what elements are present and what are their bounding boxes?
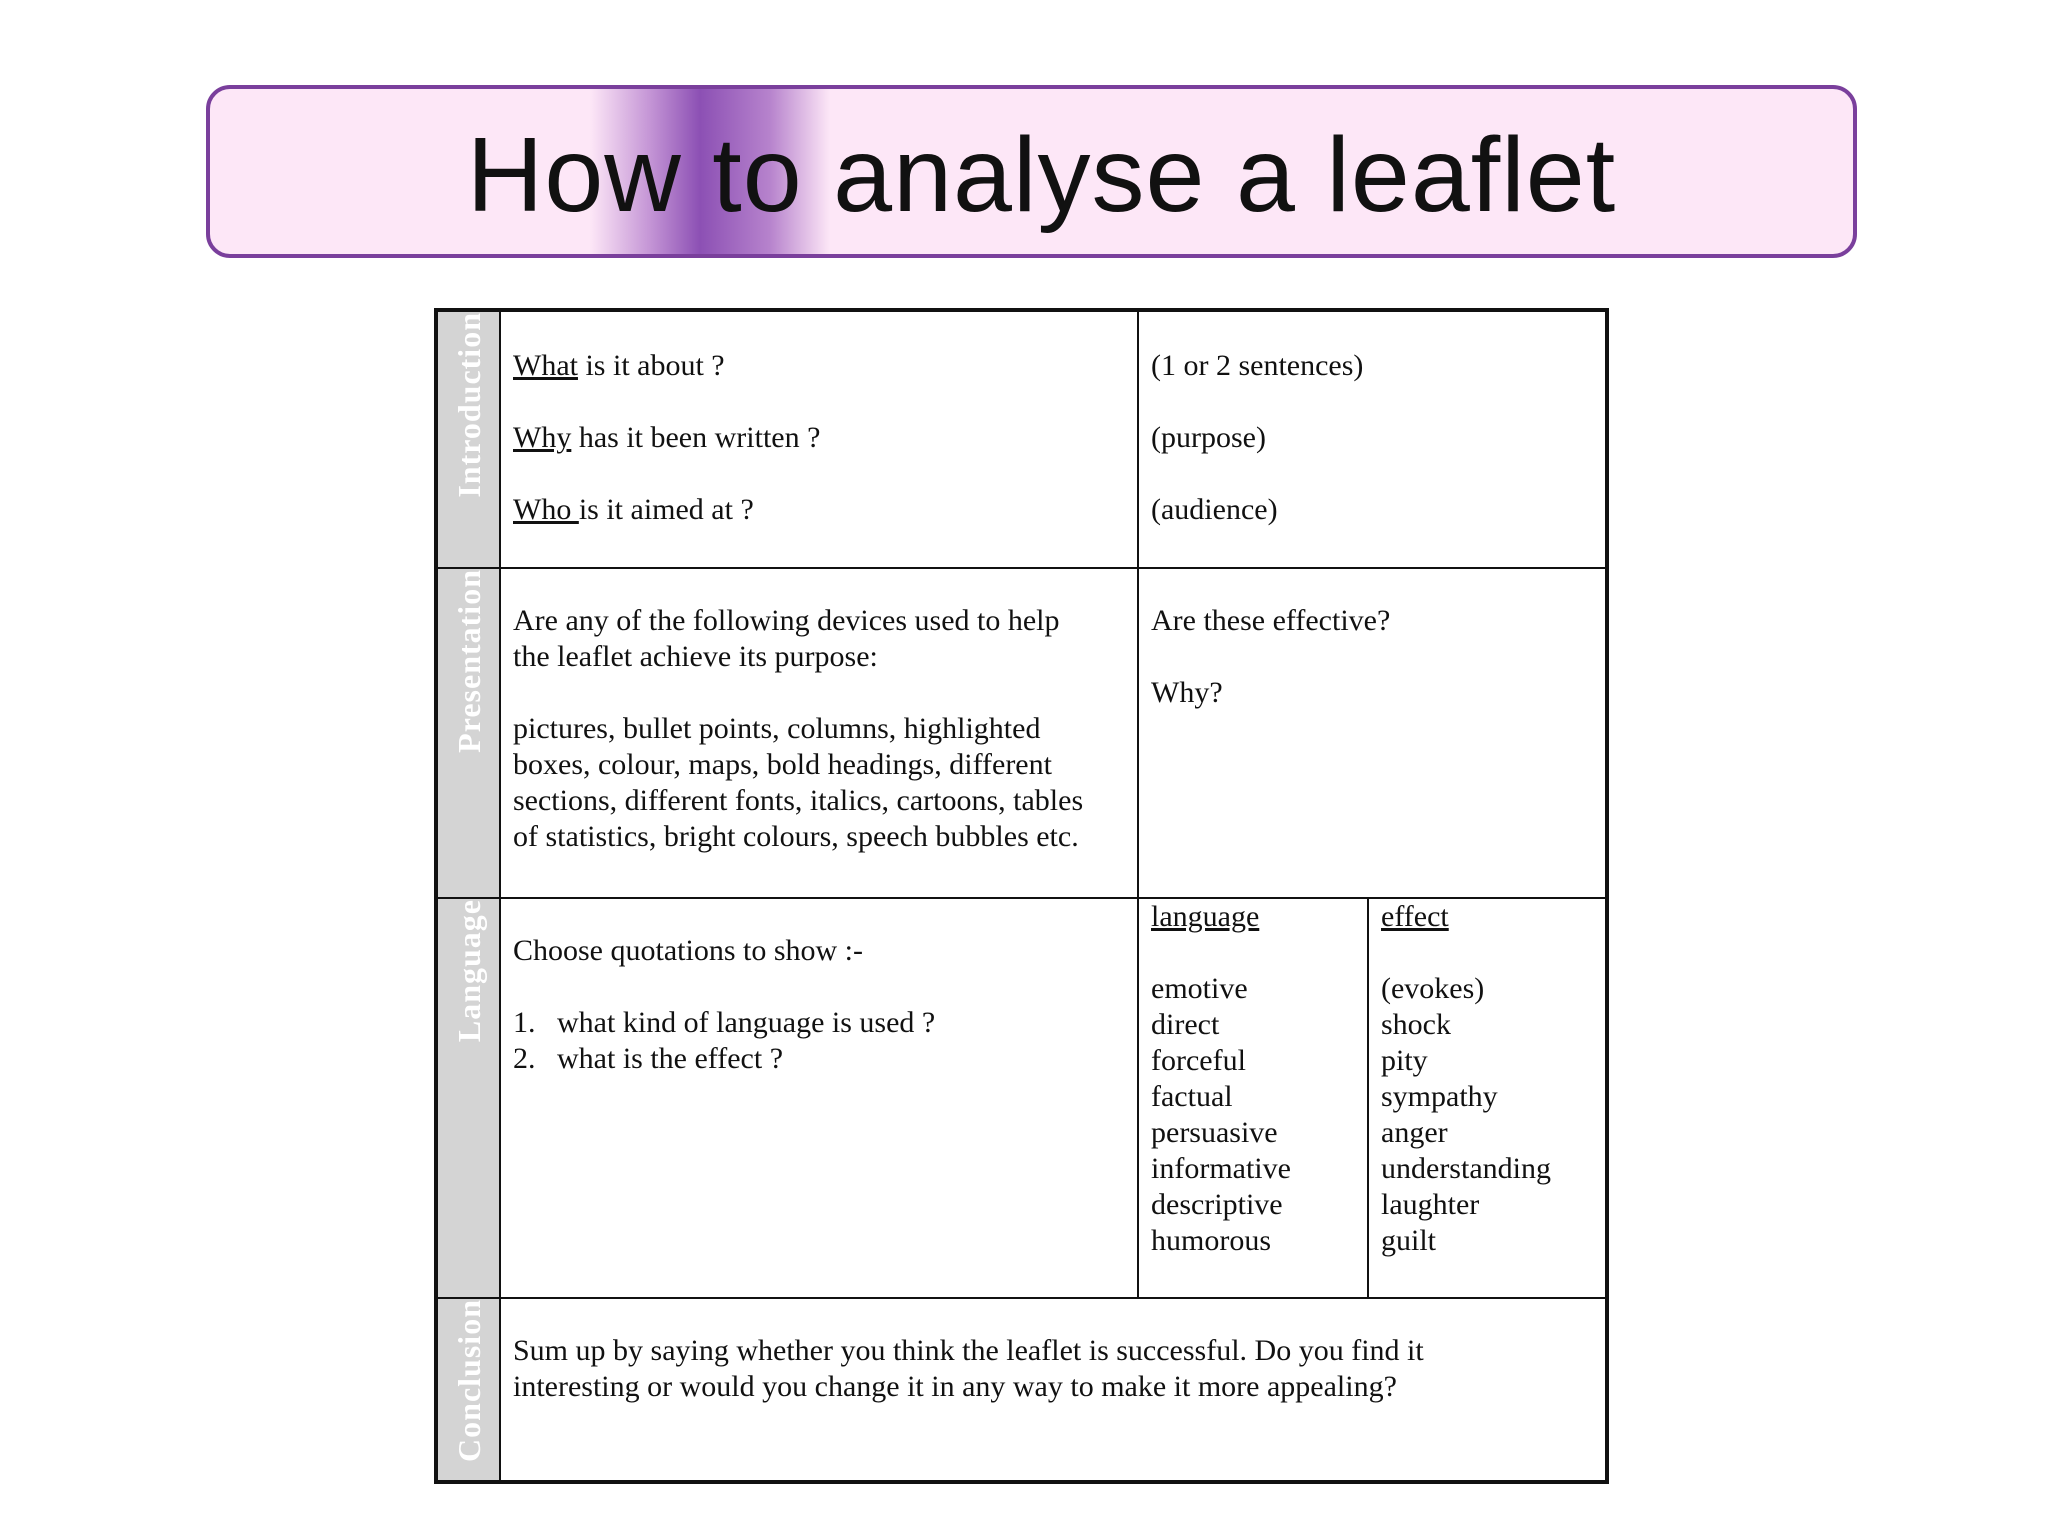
effective-question: Are these effective?	[1151, 604, 1391, 637]
presentation-side-cell	[436, 568, 500, 898]
why-question: Why?	[1151, 676, 1223, 709]
page-title: How to analyse a leaflet	[466, 115, 1617, 234]
presentation-label: Presentation	[450, 569, 487, 753]
question-why: Why has it been written ?	[513, 421, 821, 454]
list-item: persuasive	[1151, 1116, 1278, 1149]
answer-purpose: (purpose)	[1151, 421, 1266, 454]
question-who: Who is it aimed at ?	[513, 493, 754, 526]
list-item: sympathy	[1381, 1080, 1498, 1113]
list-item: emotive	[1151, 972, 1248, 1005]
list-item: pity	[1381, 1044, 1428, 1077]
list-item: humorous	[1151, 1224, 1271, 1257]
language-label: Language	[450, 899, 487, 1043]
conclusion-label: Conclusion	[450, 1299, 487, 1462]
question-what: What is it about ?	[513, 349, 725, 382]
introduction-side-cell	[436, 310, 500, 568]
language-column-header: language	[1151, 900, 1260, 933]
list-item: (evokes)	[1381, 972, 1485, 1005]
introduction-row	[436, 310, 1607, 568]
presentation-response-cell	[1138, 568, 1607, 898]
answer-sentences: (1 or 2 sentences)	[1151, 349, 1364, 382]
quotations-intro: Choose quotations to show :-	[513, 934, 863, 967]
list-item: shock	[1381, 1008, 1451, 1041]
language-types-cell	[1138, 898, 1368, 1298]
conclusion-row	[436, 1298, 1607, 1482]
conclusion-side-cell	[436, 1298, 500, 1482]
introduction-answers-cell	[1138, 310, 1607, 568]
list-item: forceful	[1151, 1044, 1246, 1077]
list-item: guilt	[1381, 1224, 1437, 1257]
list-item: factual	[1151, 1080, 1233, 1113]
presentation-devices-cell: Are any of the following devices used to help the leaflet achieve its purpose: pictures, bullet points, columns, highlighted boxes, colour, maps, bold headings, different sections, different fonts, italics, cartoons, tables of statistics, bright colours, speech bubbles etc.	[500, 568, 1138, 898]
list-item: 1. what kind of language is used ?	[513, 1006, 936, 1039]
list-item: understanding	[1381, 1152, 1551, 1185]
conclusion-text-cell: Sum up by saying whether you think the leaflet is successful. Do you find it interesting or would you change it in any way to make it more appealing?	[500, 1298, 1607, 1482]
list-item: anger	[1381, 1116, 1448, 1149]
analysis-table	[434, 308, 1609, 1484]
title-banner	[206, 85, 1857, 258]
introduction-label: Introduction	[450, 312, 487, 498]
list-item: descriptive	[1151, 1188, 1283, 1221]
presentation-row	[436, 568, 1607, 898]
language-effects-cell	[1368, 898, 1607, 1298]
introduction-questions-cell	[500, 310, 1138, 568]
language-instructions-cell	[500, 898, 1138, 1298]
effect-column-header: effect	[1381, 900, 1449, 933]
language-side-cell	[436, 898, 500, 1298]
list-item: direct	[1151, 1008, 1220, 1041]
list-item: informative	[1151, 1152, 1291, 1185]
answer-audience: (audience)	[1151, 493, 1278, 526]
list-item: 2. what is the effect ?	[513, 1042, 784, 1075]
language-row	[436, 898, 1607, 1298]
list-item: laughter	[1381, 1188, 1480, 1221]
